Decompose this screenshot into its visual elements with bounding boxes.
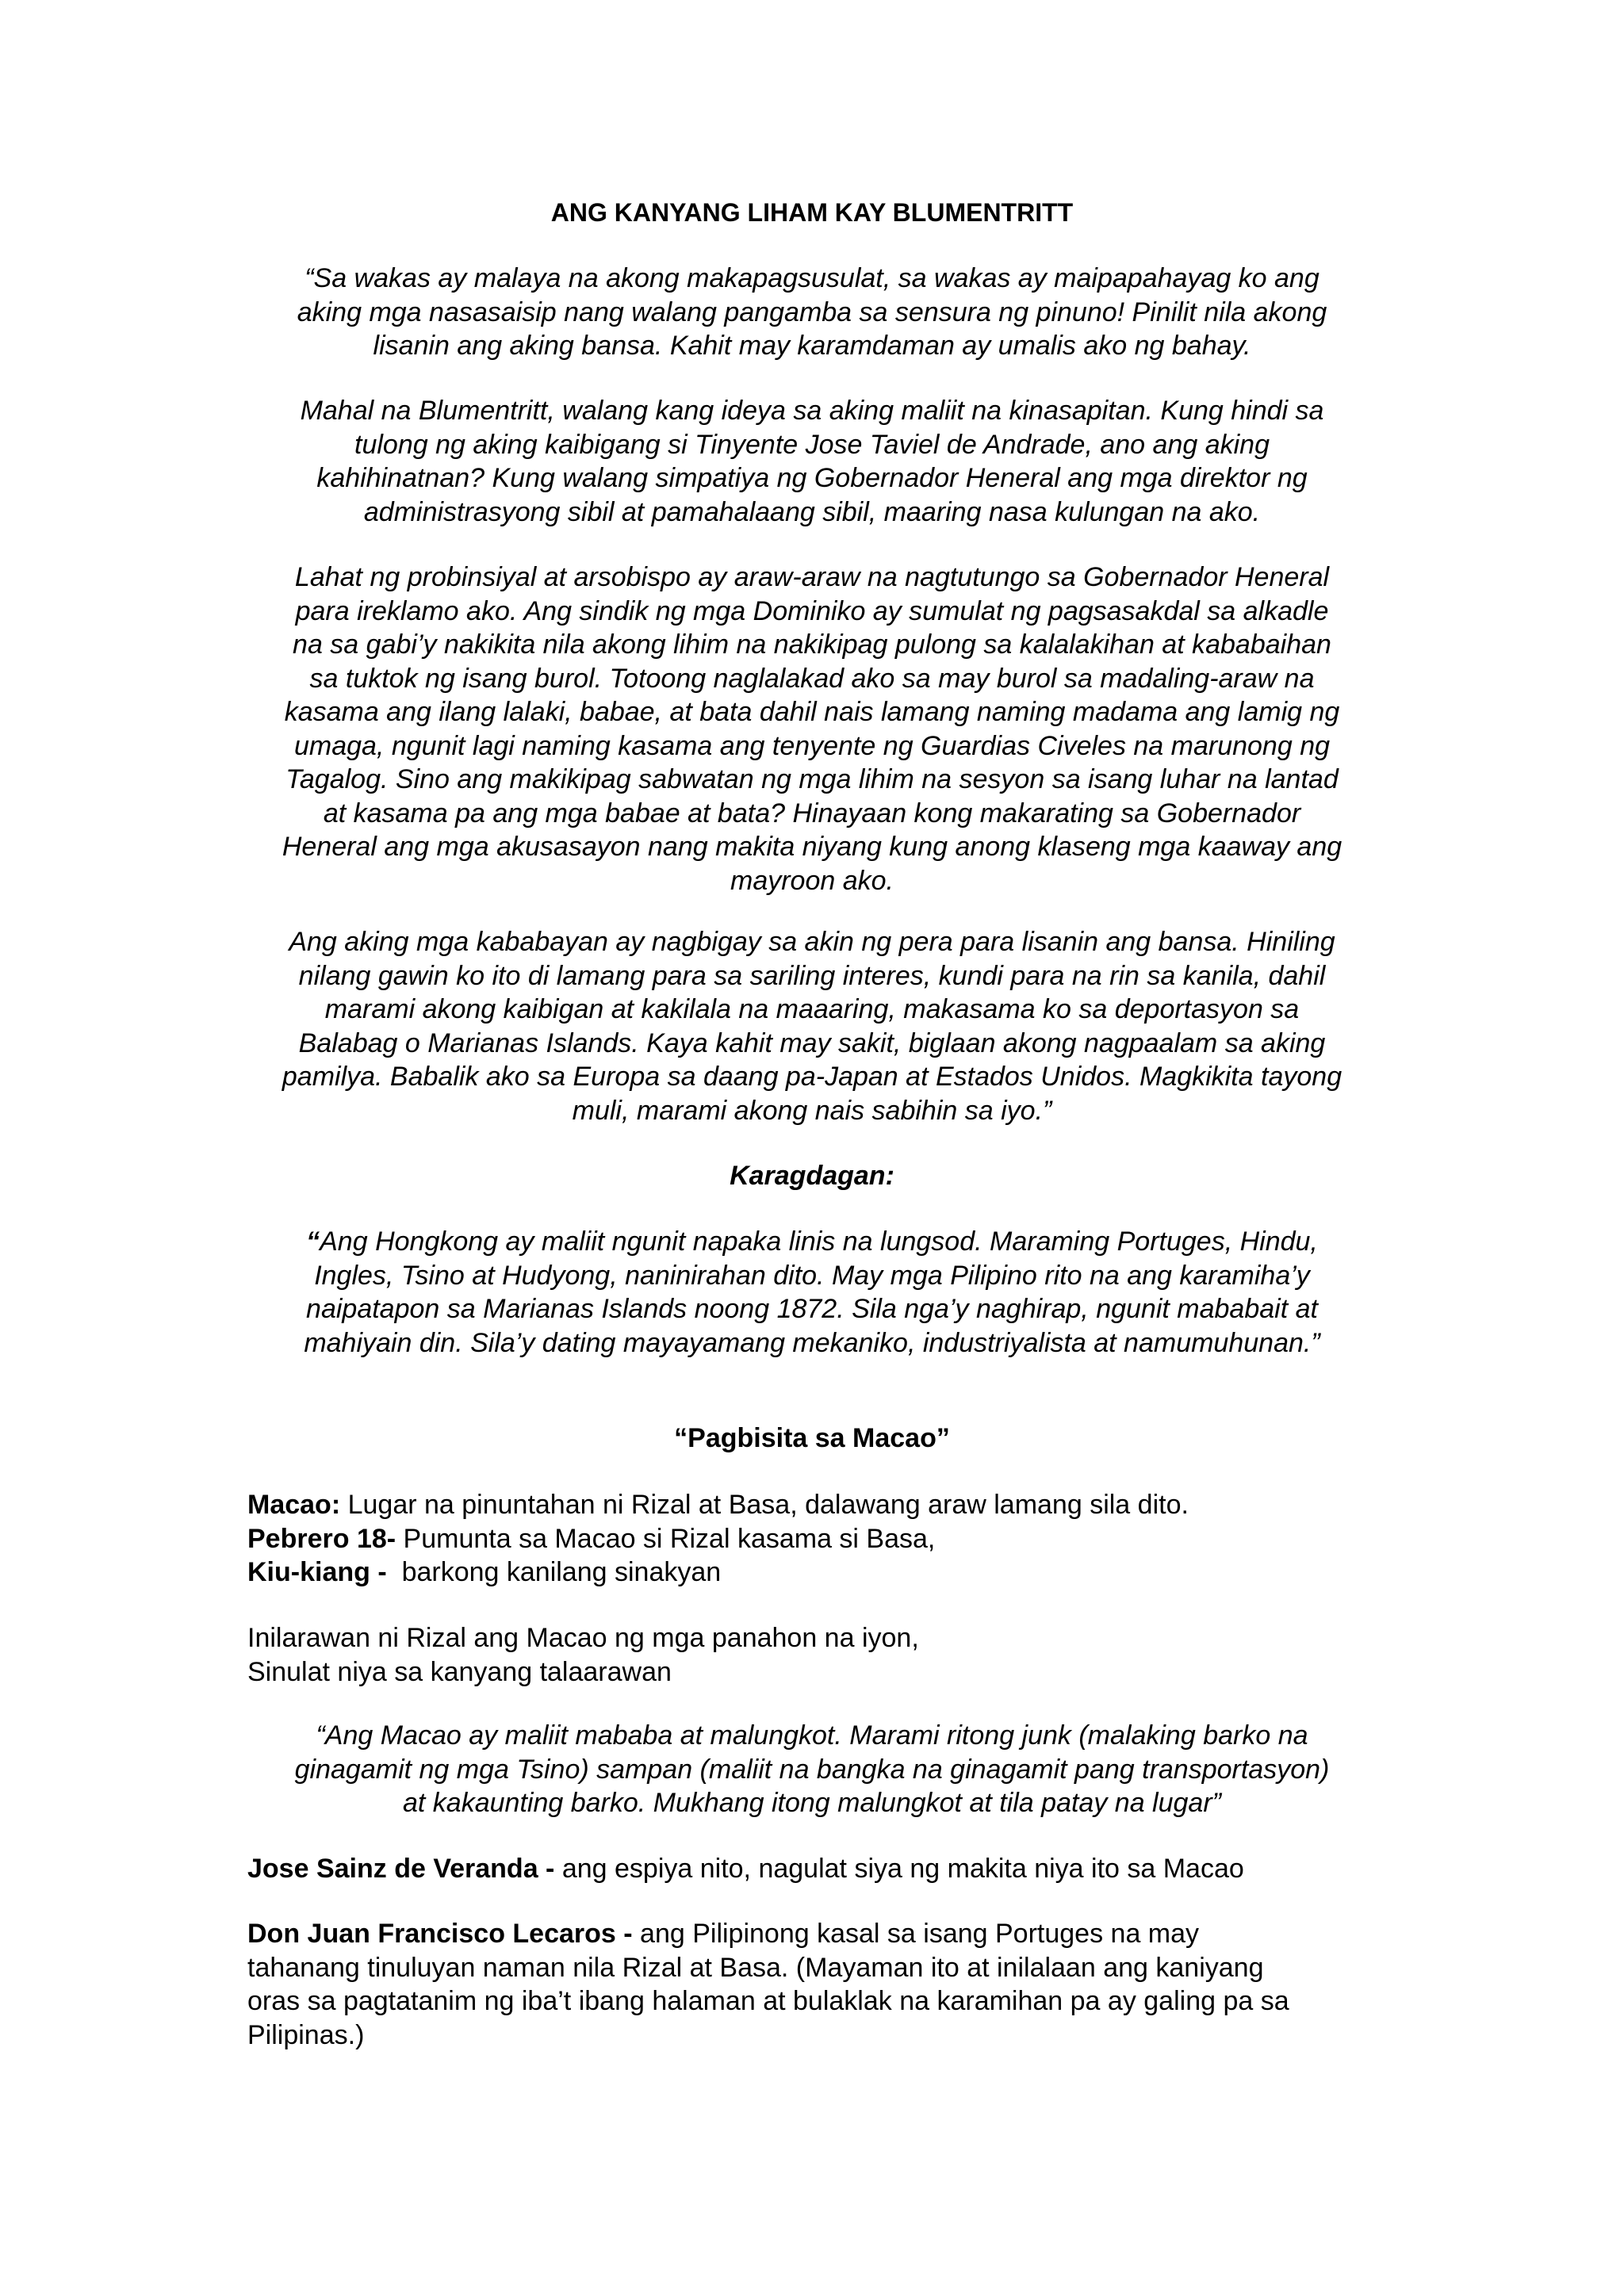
letter-paragraph-2: [206, 394, 1418, 529]
macao-facts: [247, 1488, 1373, 1590]
text-line: sa tuktok ng isang burol. Totoong naglalakad ako sa may burol sa madaling-araw na: [309, 663, 1315, 694]
entry-term: Don Juan Francisco Lecaros -: [247, 1919, 633, 1949]
letter-paragraph-3: [206, 561, 1418, 897]
text-line: Pilipinas.): [247, 2019, 365, 2050]
text-line: mayroon ako.: [730, 865, 894, 896]
text-line: ginagamit ng mga Tsino) sampan (maliit na bangka na ginagamit pang transportasyon): [294, 1754, 1330, 1785]
text-line: kasama ang ilang lalaki, babae, at bata dahil nais lamang naming madama ang lamig ng: [284, 697, 1340, 727]
text-line: naipatapon sa Marianas Islands noong 1872. Sila nga’y naghirap, ngunit mababait at: [306, 1294, 1318, 1324]
text-line: at kakaunting barko. Mukhang itong malungkot at tila patay na lugar”: [403, 1788, 1221, 1818]
text-line: Ang aking mga kababayan ay nagbigay sa akin ng pera para lisanin ang bansa. Hiniling: [289, 927, 1335, 957]
text-line: kahihinatnan? Kung walang simpatiya ng Gobernador Heneral ang mga direktor ng: [316, 463, 1308, 493]
macao-intro: [247, 1621, 1373, 1689]
text-line: administrasyong sibil at pamahalaang sibil, maaring nasa kulungan na ako.: [363, 496, 1261, 527]
text-line: Tagalog. Sino ang makikipag sabwatan ng mga lihim na sesyon sa isang luhar na lantad: [285, 764, 1339, 794]
text-line: marami akong kaibigan at kakilala na maaaring, makasama ko sa deportasyon sa: [324, 994, 1300, 1024]
veranda-entry: [247, 1852, 1373, 1886]
text-segment: Ang Hongkong ay maliit ngunit napaka linis na lungsod. Maraming Portuges, Hindu,: [320, 1226, 1318, 1257]
text-line: lisanin ang aking bansa. Kahit may karamdaman ay umalis ako ng bahay.: [373, 331, 1251, 361]
text-line: para ireklamo ako. Ang sindik ng mga Dominiko ay sumulat ng pagsasakdal sa alkadle: [295, 595, 1329, 626]
text-line: “Ang Macao ay maliit mababa at malungkot. Marami ritong junk (malaking barko na: [316, 1720, 1308, 1751]
fact-text: Pumunta sa Macao si Rizal kasama si Basa,: [396, 1523, 936, 1554]
text-line: pamilya. Babalik ako sa Europa sa daang pa-Japan at Estados Unidos. Magkikita tayong: [282, 1062, 1342, 1092]
text-line: mahiyain din. Sila’y dating mayayamang mekaniko, industriyalista at namumuhunan.”: [304, 1327, 1320, 1358]
entry-term: Jose Sainz de Veranda -: [247, 1854, 555, 1884]
entry-text: ang espiya nito, nagulat siya ng makita niya ito sa Macao: [554, 1854, 1244, 1884]
letter-paragraph-4: [206, 925, 1418, 1127]
text-line: oras sa pagtatanim ng iba’t ibang halaman at bulaklak na karamihan pa ay galing pa sa: [247, 1986, 1289, 2016]
text-line: at kasama pa ang mga babae at bata? Hinayaan kong makarating sa Gobernador: [323, 798, 1301, 828]
addendum-heading: Karagdagan:: [730, 1161, 894, 1191]
fact-text: barkong kanilang sinakyan: [386, 1557, 722, 1587]
text-line: [247, 1852, 1373, 1886]
fact-text: Lugar na pinuntahan ni Rizal at Basa, dalawang araw lamang sila dito.: [340, 1490, 1189, 1520]
fact-term: Pebrero 18-: [247, 1523, 396, 1554]
fact-line: [247, 1522, 1373, 1556]
text-line: [247, 1917, 1373, 1951]
text-line: na sa gabi’y nakikita nila akong lihim na nakikipag pulong sa kalalakihan at kababaihan: [293, 629, 1331, 660]
addendum-quote: [206, 1225, 1418, 1360]
fact-term: Macao:: [247, 1490, 341, 1520]
text-line: [206, 1225, 1418, 1259]
text-line: Ingles, Tsino at Hudyong, naninirahan dito. May mga Pilipino rito na ang karamiha’y: [314, 1260, 1310, 1291]
text-line: Lahat ng probinsiyal at arsobispo ay araw-araw na nagtutungo sa Gobernador Heneral: [294, 562, 1330, 592]
text-line: umaga, ngunit lagi naming kasama ang tenyente ng Guardias Civeles na marunong ng: [293, 730, 1331, 761]
macao-heading: “Pagbisita sa Macao”: [674, 1423, 950, 1453]
entry-text: ang Pilipinong kasal sa isang Portuges na may: [632, 1919, 1200, 1949]
document-title: ANG KANYANG LIHAM KAY BLUMENTRITT: [550, 198, 1074, 227]
letter-paragraph-1: [206, 262, 1418, 363]
text-line: aking mga nasasaisip nang walang pangamba sa sensura ng pinuno! Pinilit nila akong: [297, 297, 1327, 327]
text-line: tulong ng aking kaibigang si Tinyente Jose Taviel de Andrade, ano ang aking: [354, 429, 1270, 460]
lecaros-entry: [247, 1917, 1373, 2052]
text-line: Mahal na Blumentritt, walang kang ideya sa aking maliit na kinasapitan. Kung hindi sa: [300, 396, 1324, 426]
text-line: nilang gawin ko ito di lamang para sa sariling interes, kundi para na rin sa kanila, dahil: [298, 960, 1326, 991]
open-quote-mark: “: [306, 1226, 320, 1257]
fact-term: Kiu-kiang -: [247, 1557, 387, 1587]
text-line: Heneral ang mga akusasayon nang makita niyang kung anong klaseng mga kaaway ang: [282, 832, 1342, 862]
fact-line: [247, 1488, 1373, 1522]
macao-diary-quote: [206, 1719, 1418, 1820]
text-line: Inilarawan ni Rizal ang Macao ng mga panahon na iyon,: [247, 1623, 919, 1653]
text-line: Balabag o Marianas Islands. Kaya kahit may sakit, biglaan akong nagpaalam sa aking: [298, 1027, 1326, 1058]
text-line: “Sa wakas ay malaya na akong makapagsusulat, sa wakas ay maipapahayag ko ang: [304, 263, 1320, 293]
text-line: tahanang tinuluyan naman nila Rizal at Basa. (Mayaman ito at inilalaan ang kaniyang: [247, 1952, 1264, 1983]
text-line: muli, marami akong nais sabihin sa iyo.”: [572, 1095, 1052, 1126]
text-line: Sinulat niya sa kanyang talaarawan: [247, 1656, 672, 1687]
fact-line: [247, 1556, 1373, 1590]
